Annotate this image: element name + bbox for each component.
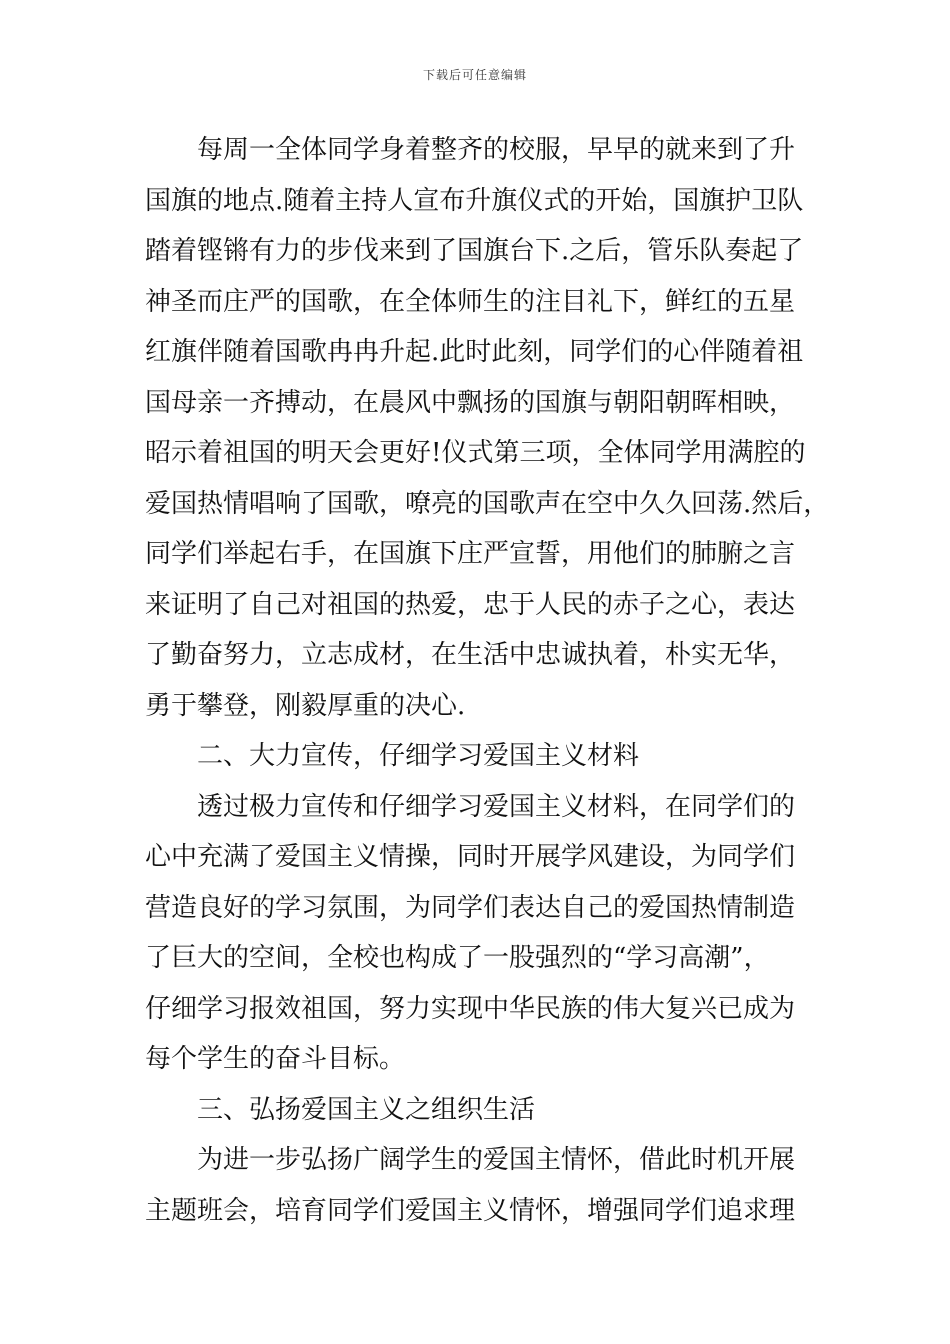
text-line: 为进一步弘扬广阔学生的爱国主情怀，借此时机开展 — [197, 1145, 796, 1175]
text-line: 踏着铿锵有力的步伐来到了国旗台下.之后，管乐队奏起了 — [145, 236, 804, 266]
text-line: 仔细学习报效祖国，努力实现中华民族的伟大复兴已成为 — [145, 993, 796, 1024]
paragraph-flag-ceremony — [145, 125, 845, 731]
text-line: 红旗伴随着国歌冉冉升起.此时此刻，同学们的心伴随着祖 — [145, 337, 804, 367]
section-heading-three: 三、弘扬爱国主义之组织生活 — [197, 1094, 536, 1125]
text-line: 心中充满了爱国主义情操，同时开展学风建设，为同学们 — [145, 842, 796, 872]
text-line: 爱国热情唱响了国歌，嘹亮的国歌声在空中久久回荡.然后， — [145, 488, 830, 519]
text-line: 来证明了自己对祖国的热爱，忠于人民的赤子之心，表达 — [145, 589, 796, 620]
text-line: 主题班会，培育同学们爱国主义情怀，增强同学们追求理 — [145, 1195, 796, 1226]
text-line: 勇于攀登，刚毅厚重的决心. — [145, 690, 466, 721]
paragraph-study-materials — [145, 782, 845, 1085]
text-line: 国旗的地点.随着主持人宣布升旗仪式的开始，国旗护卫队 — [145, 185, 804, 216]
paragraph-organized-activities — [145, 1135, 845, 1236]
document-body — [145, 125, 845, 1236]
text-line: 昭示着祖国的明天会更好!仪式第三项，全体同学用满腔的 — [145, 438, 806, 468]
section-heading-two: 二、大力宣传，仔细学习爱国主义材料 — [197, 741, 640, 771]
text-line: 每周一全体同学身着整齐的校服，早早的就来到了升 — [197, 135, 796, 165]
text-line: 营造良好的学习氛围，为同学们表达自己的爱国热情制造 — [145, 892, 796, 923]
text-line: 透过极力宣传和仔细学习爱国主义材料，在同学们的 — [197, 791, 796, 822]
page-header: 下载后可任意编辑 — [422, 68, 527, 82]
text-line: 每个学生的奋斗目标。 — [145, 1044, 406, 1074]
text-line: 国母亲一齐搏动，在晨风中飘扬的国旗与朝阳朝晖相映， — [145, 387, 796, 418]
text-line: 神圣而庄严的国歌，在全体师生的注目礼下，鲜红的五星 — [145, 286, 796, 317]
text-line: 了勤奋努力，立志成材，在生活中忠诚执着，朴实无华， — [145, 640, 796, 670]
text-line: 了巨大的空间，全校也构成了一股强烈的“学习高潮”， — [145, 943, 770, 973]
text-line: 同学们举起右手，在国旗下庄严宣誓，用他们的肺腑之言 — [145, 539, 796, 569]
